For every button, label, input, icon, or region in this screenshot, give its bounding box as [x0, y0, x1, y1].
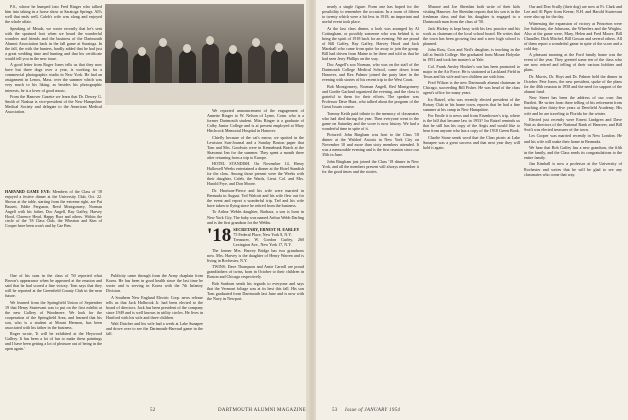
paragraph: We reported announcement of the engagement of Annette Ringer to W. Nelson of Lyme, Conn. who is a former Dartmouth student. Miss Ringer is a graduate of Colby Junior College and is at present employed at Mary Hitchcock Memorial Hospital in Hanover. [207, 108, 304, 134]
page-number-left: 52 [150, 408, 156, 413]
paragraph: Les Cooper was married recently in New London. He and his wife will make their home in Bermuda. [524, 133, 622, 144]
paragraph: Pictured: John Bingham was host to the Class '18 dinner at the Waldorf Astoria in New York City on November 10 and more than sixty members attended. It was a memorable evening and is the first reunion since our 35th in June. [322, 132, 419, 158]
photo-figure [138, 47, 146, 56]
paragraph: Elected just recently were Ernest Lindgren and Dave Nutt as directors of the National Bank of Hanover, and Bill Swift was elected treasurer of the town. [524, 116, 622, 133]
photo-figure [275, 43, 283, 52]
paragraph: Doc Angell's son Norman, who was on the staff of the Dartmouth College Medical School, came down from Hanover, and Rex Palmer joined the party later in the evening with stories of his recent trip to the West Coast. [322, 62, 419, 83]
paragraph: Ira Ratzel, who was recently elected president of the Rotary Club in his home town, reports that he had a fine summer at his camp in New Hampshire. [423, 96, 520, 112]
paragraph: New Street has been the address of our own Jim Bartlett. He writes from there telling of his retirement from teaching after thirty-five years at Deerfield Academy. His wife and he are traveling to Florida for the winter. [524, 95, 622, 116]
paragraph: Munroe and Joe Sheridan both write of their kids visiting Hanover. Joe Sheridan reports that his son is in the freshman class and that his daughter is engaged to a Dartmouth man from the class of '50. [423, 4, 520, 25]
paragraph: Bob Sanborn sends his regards to everyone and says that the Vermont foliage was at its best this fall. His son Tom graduated from Dartmouth last June and is now with the Navy in Newport. [207, 280, 304, 301]
page-number-right: 53 [332, 408, 338, 413]
paragraph: A Southern New England Electric Corp. news release tells us that Jack Holbrook Jr. had been elected to the board of directors. Jack has been president of the company since 1949 and is well known in utility circles. He lives in Hartford with his wife and three children. [106, 294, 203, 320]
right-column-1 [322, 4, 419, 405]
paragraph: P.S., whose he bumped into Fred Ringer who talked him into taking in a horse show at Saratoga Springs. All's well that ends well, Caleb's wife was along and enjoyed the whole affair. [5, 4, 102, 25]
caption-text: Members of the Class of '18 enjoyed a festive dinner at the University Club, Oct. 22. Shown at the table, starting from the extreme right, are Pat Bassett, Eddie Ferguson, Reed Montgomery, Norman Angell with his father, Doc Angell, Ray Gaffey, Harvey Hood, Clarence Head, Happy Burr and others. Within the circle of the '18 Class Club, the Wheaton and Kim of Cooper have been won's and by Cae Ben. [5, 189, 103, 229]
paragraph: TWINS: Dave Thompson and Arnie Carroll are proud grandfathers of twins, born in October to their children in Boston and Chicago respectively. [207, 264, 304, 280]
paragraph: Col. Frank Ansley Hooker's son has been promoted to major in the Air Force. He is stationed at Lackland Field in Texas and his wife and two children are with him. [423, 63, 520, 79]
paragraph: To Arthur Webbs daughter, Barbara, a son is born in New York City. The baby was named Arthur Webb Darling and is the first grandson for the Webbs. [207, 209, 304, 225]
paragraph: One of his sons in the class of '50 reported what Brown's appearance when he appeared at the reunion and said that he had scored a fine victory. Tom says that they will be reported at the Greenfield County Club in the near future. [5, 273, 102, 299]
photo-figure [229, 45, 237, 54]
left-column-5 [106, 273, 203, 405]
paragraph: Publicity came through from the Army chaplain from Korea. He has been in good health since the last time he wrote and is serving in Korea with the 7th Infantry Division. [106, 273, 203, 294]
paragraph: Walt Dutcher and his wife had a week at Lake Sunapee and drove over to see the Dartmouth-Harvard game in the fall. [106, 321, 203, 337]
treasurer-line: Treasurer, W. Gordon Gurley, 260 Lexington Ave., New York 17, N.Y. [233, 236, 304, 247]
photo-figure [252, 38, 260, 47]
photo-figure [115, 40, 123, 49]
paragraph: Witnessing the expansion of victory at Princeton were Joe Salisbury, the Johnsons, the Wheelers and the Wrights. Also at the game were, Mary, Helen and Fred Moore, Bill Chandler, Dick Mitchel, Bill Gowan and several others. All of them report a wonderful game in spite of the score and a cold day. [524, 20, 622, 51]
paragraph: We hear that Bob Gaffey has a new grandson, the fifth in the family, and the Class sends its congratulations to the entire family. [524, 144, 622, 161]
paragraph: HOTEL STANDISH. On November 14, Henry Hallowell Weeks entertained a dinner at the Hotel Standish for the class. Among those present were the Weeks with their daughter, Caleb, the Wards, Lieut. Col. and Mrs. Harold Frye, and Don Moore. [207, 161, 304, 187]
paragraph: We learned from the Springfield Union of September 19 that Henry Sturtevant was to put on the first exhibit at the new Gallery of Woodmere. We look for the cooperation of the Springfield Area, and learned that his son, who is a student at Mount Hermon, has been associated with his father in the business. [5, 299, 102, 330]
class-number: '18 [207, 224, 232, 246]
paragraph: For Emile it is news and from Eisenhower's trip, where is the bill that became law in 1953? Ira Ratzel reminds us that he still has his copy of the Aegis and would like to hear from anyone who has a copy of the 1918 Green Book. [423, 113, 520, 134]
paragraph: Bob Montgomery, Norman Angell, Red Montgomery and Gordie Garland organized the evening, and the class is grateful to them for their efforts. The speaker was Professor Dave Hunt, who talked about the program of the Great Issues course. [322, 83, 419, 110]
photo-figure [206, 36, 214, 45]
left-column-6 [207, 108, 304, 405]
right-column-2 [423, 4, 520, 405]
paragraph: Jack Hickey is kept busy with his law practice and his work as chairman of the local school board. He writes that the town has been growing fast and a new high school is planned. [423, 25, 520, 46]
paragraph: nearly a single figure. From one has hoped for the possibility to remember the occasion. In a room of fifteen to twenty which were a bit less in 1918, an important and useful event took place. [322, 4, 419, 25]
secretary-line: SECRETARY, ERNEST H. EARLEY [233, 226, 300, 232]
class-dinner-photo [105, 4, 304, 105]
magazine-title: DARTMOUTH ALUMNI MAGAZINE [218, 408, 307, 413]
paragraph: John Bingham just joined the Class '18 dinner in New York, and all the members present will always remember it for the good times and the stories. [322, 158, 419, 174]
paragraph: Dr. Morris, Dr. Hoyt and Dr. Palmer held the dinner in October. Pete Jones, the new president, spoke of the plans for the 40th reunion in 1958 and the need for support of the alumni fund. [524, 73, 622, 94]
paragraph: John Ross, Cros and Neil's daughter, is teaching in the fall at Smith College. She graduated from Mount Holyoke in 1951 and took her master's at Yale. [423, 47, 520, 63]
photo-figure [183, 44, 191, 53]
paragraph: Charlie Stone sends word that the Class picnic at Lake Sunapee was a great success and that next year they will hold it again. [423, 134, 520, 150]
paragraph: Fred Wilson is the new Dartmouth alumni chairman in Chicago, succeeding Bill Fisher. He was head of the class agent's office for many years. [423, 80, 520, 96]
paragraph: A good letter from Roger Jones tells us that they now have but three dogs over a year, is working for a commercial photographic studio in New York. He had an assignment in Lenox, Mass. over the summer which was very much to his liking, as besides his photographic interests, he is a lover of good music. [5, 62, 102, 93]
paragraph: Dr. Harrison-Pierce and his wife were married in Bermuda in August. Ted Walcott and his wife flew out for the event and report a wonderful trip. Ted and his wife have taken to flying since he retired from the business. [207, 187, 304, 209]
photo-figure [159, 38, 167, 47]
paragraph: Chiefly because of the cat's meow, we spotted in the Lewiston Sun-Journal and a Sunday Boston paper that Tom and Mrs. Goodwin were in Kennebunk Beach at the Shawmut Inn for the summer. They spent a month there after returning from a trip to Europe. [207, 134, 304, 160]
issue-date: Issue of JANUARY 1954 [345, 408, 401, 413]
left-column-1 [5, 4, 102, 187]
caption-lead: HARVARD GAME EVE: [5, 189, 51, 194]
paragraph: The former Mrs. Harvey Bridge has two grandsons now. Mrs. Harvey is the daughter of Henry Warren and is living in Rochester, N.Y. [207, 247, 304, 263]
photo-caption [5, 190, 102, 229]
photo-table [105, 83, 304, 105]
paragraph: Tommy Keith paid tribute to the memory of classmates who had died during the year. Then everyone went to the game on Saturday and the score is now history. We had a wonderful time in spite of it. [322, 110, 419, 131]
paragraph: Our and Don Scully (their dog) are now at Ft. Clark and Lee and Al Piper from Keene, N.H. and Harold Sturtevant were also up for the day. [524, 4, 622, 20]
paragraph: At the last class dinner, a look was arranged by Al Cottingham, or possibly someone who was behind it, to bring the spirit of 1918 back for an evening. We are proud of Bill Gaffey, Ray Gaffey, Harvey Hood and Jack Marshall who came from quite far away to join the group. Bill had driven from Maine to be there and told us that he had seen Jerry Phillips on the way. [322, 25, 419, 61]
paragraph: Roger wrote, 'It will be exhibited at the Heywood Gallery. It has been a lot of fun to make these paintings and I have been getting a lot of pleasure out of being in the open again.' [5, 331, 102, 352]
paragraph: A pleasant morning at the Ford family home was the event of the year. They greeted some ten of the class who are now retired and telling of their various hobbies and plans. [524, 52, 622, 73]
paragraph: Speaking of Meads, we wrote recently that he's sent with the sprained foot when we heard the wonderful wonders and friends and the business of the Dartmouth Alumni Association back in the fall game at Saratoga. In the fall, the with the hunters, hardly added that he had just a great wedding time and hunting and that his certificate would tell you in the new issue. [5, 25, 102, 61]
class-18-heading [207, 224, 304, 247]
right-column-3 [524, 4, 622, 405]
paragraph: Jim Kimball is now a professor at the University of Rochester and writes that he will be glad to see any classmates who come that way. [524, 161, 622, 177]
secretary-address: 75 Federal Place, New York 8, N.Y. [233, 231, 292, 237]
paragraph: From the Hanover Gazette we learn that Dr. Dewey G. Smith of Nashua is vice-president of the New Hampshire Medical Society and delegate to the American Medical Association. [5, 93, 102, 115]
left-column-4 [5, 273, 102, 405]
